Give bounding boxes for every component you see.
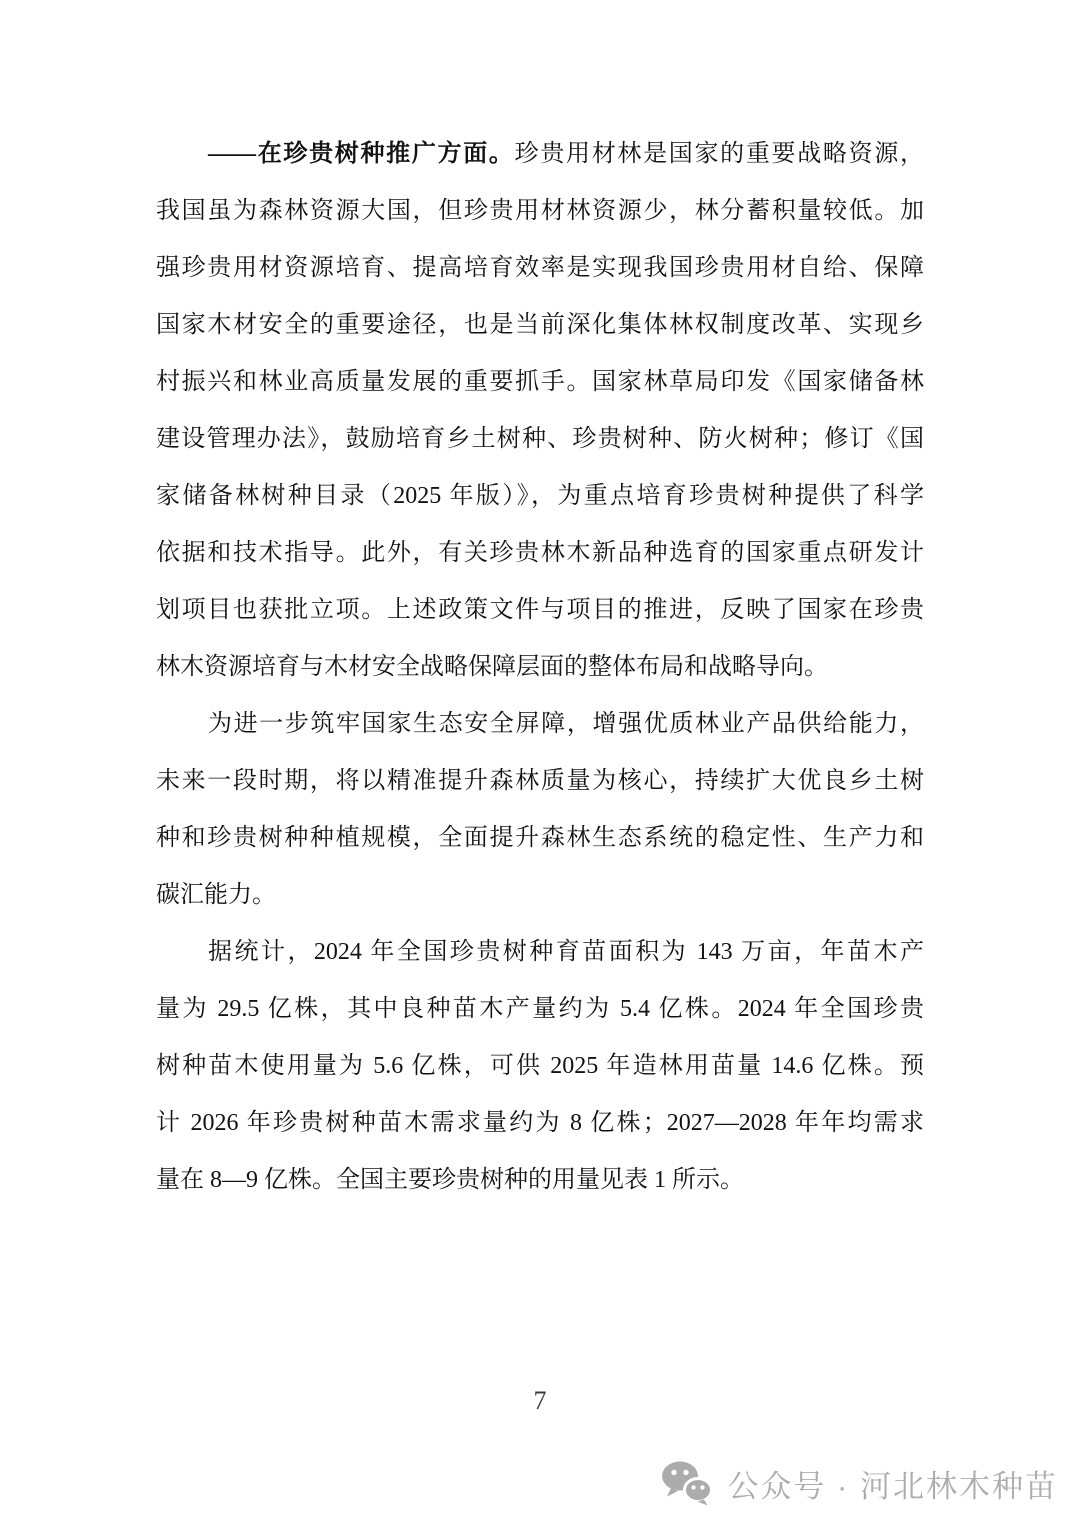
paragraph-3 bbox=[156, 924, 924, 1209]
text-line bbox=[156, 126, 924, 183]
paragraph-1 bbox=[156, 126, 924, 696]
wechat-watermark bbox=[660, 1460, 1058, 1506]
paragraph-lead-rest: 珍贵用材林是国家的重要战略资源， bbox=[514, 141, 924, 167]
text-line: 种和珍贵树种种植规模，全面提升森林生态系统的稳定性、生产力和 bbox=[156, 825, 924, 851]
text-line: 国家木材安全的重要途径，也是当前深化集体林权制度改革、实现乡 bbox=[156, 312, 924, 338]
text-line: 碳汇能力。 bbox=[156, 882, 276, 908]
text-line: 家储备林树种目录（2025 年版）》，为重点培育珍贵树种提供了科学 bbox=[156, 483, 924, 509]
watermark-label: 公众号 · 河北林木种苗 bbox=[727, 1468, 1058, 1504]
document-body bbox=[156, 126, 924, 1209]
text-line: 依据和技术指导。此外，有关珍贵林木新品种选育的国家重点研发计 bbox=[156, 540, 924, 566]
text-line: 林木资源培育与木材安全战略保障层面的整体布局和战略导向。 bbox=[156, 654, 828, 680]
text-line: 量为 29.5 亿株，其中良种苗木产量约为 5.4 亿株。2024 年全国珍贵 bbox=[156, 996, 924, 1022]
text-line: 为进一步筑牢国家生态安全屏障，增强优质林业产品供给能力， bbox=[208, 711, 924, 737]
text-line: 树种苗木使用量为 5.6 亿株，可供 2025 年造林用苗量 14.6 亿株。预 bbox=[156, 1053, 924, 1079]
text-line: 据统计，2024 年全国珍贵树种育苗面积为 143 万亩，年苗木产 bbox=[208, 939, 924, 965]
paragraph-lead-bold: ——在珍贵树种推广方面。 bbox=[208, 141, 515, 167]
text-line: 村振兴和林业高质量发展的重要抓手。国家林草局印发《国家储备林 bbox=[156, 369, 924, 395]
paragraph-2 bbox=[156, 696, 924, 924]
page-number: 7 bbox=[533, 1386, 547, 1415]
text-line: 建设管理办法》，鼓励培育乡土树种、珍贵树种、防火树种；修订《国 bbox=[156, 426, 924, 452]
text-line: 计 2026 年珍贵树种苗木需求量约为 8 亿株；2027—2028 年年均需求 bbox=[156, 1110, 924, 1136]
text-line: 未来一段时期，将以精准提升森林质量为核心，持续扩大优良乡土树 bbox=[156, 768, 924, 794]
text-line: 量在 8—9 亿株。全国主要珍贵树种的用量见表 1 所示。 bbox=[156, 1167, 744, 1193]
text-line: 划项目也获批立项。上述政策文件与项目的推进，反映了国家在珍贵 bbox=[156, 597, 924, 623]
text-line: 强珍贵用材资源培育、提高培育效率是实现我国珍贵用材自给、保障 bbox=[156, 255, 924, 281]
wechat-icon bbox=[660, 1460, 714, 1506]
text-line: 我国虽为森林资源大国，但珍贵用材林资源少，林分蓄积量较低。加 bbox=[156, 198, 924, 224]
